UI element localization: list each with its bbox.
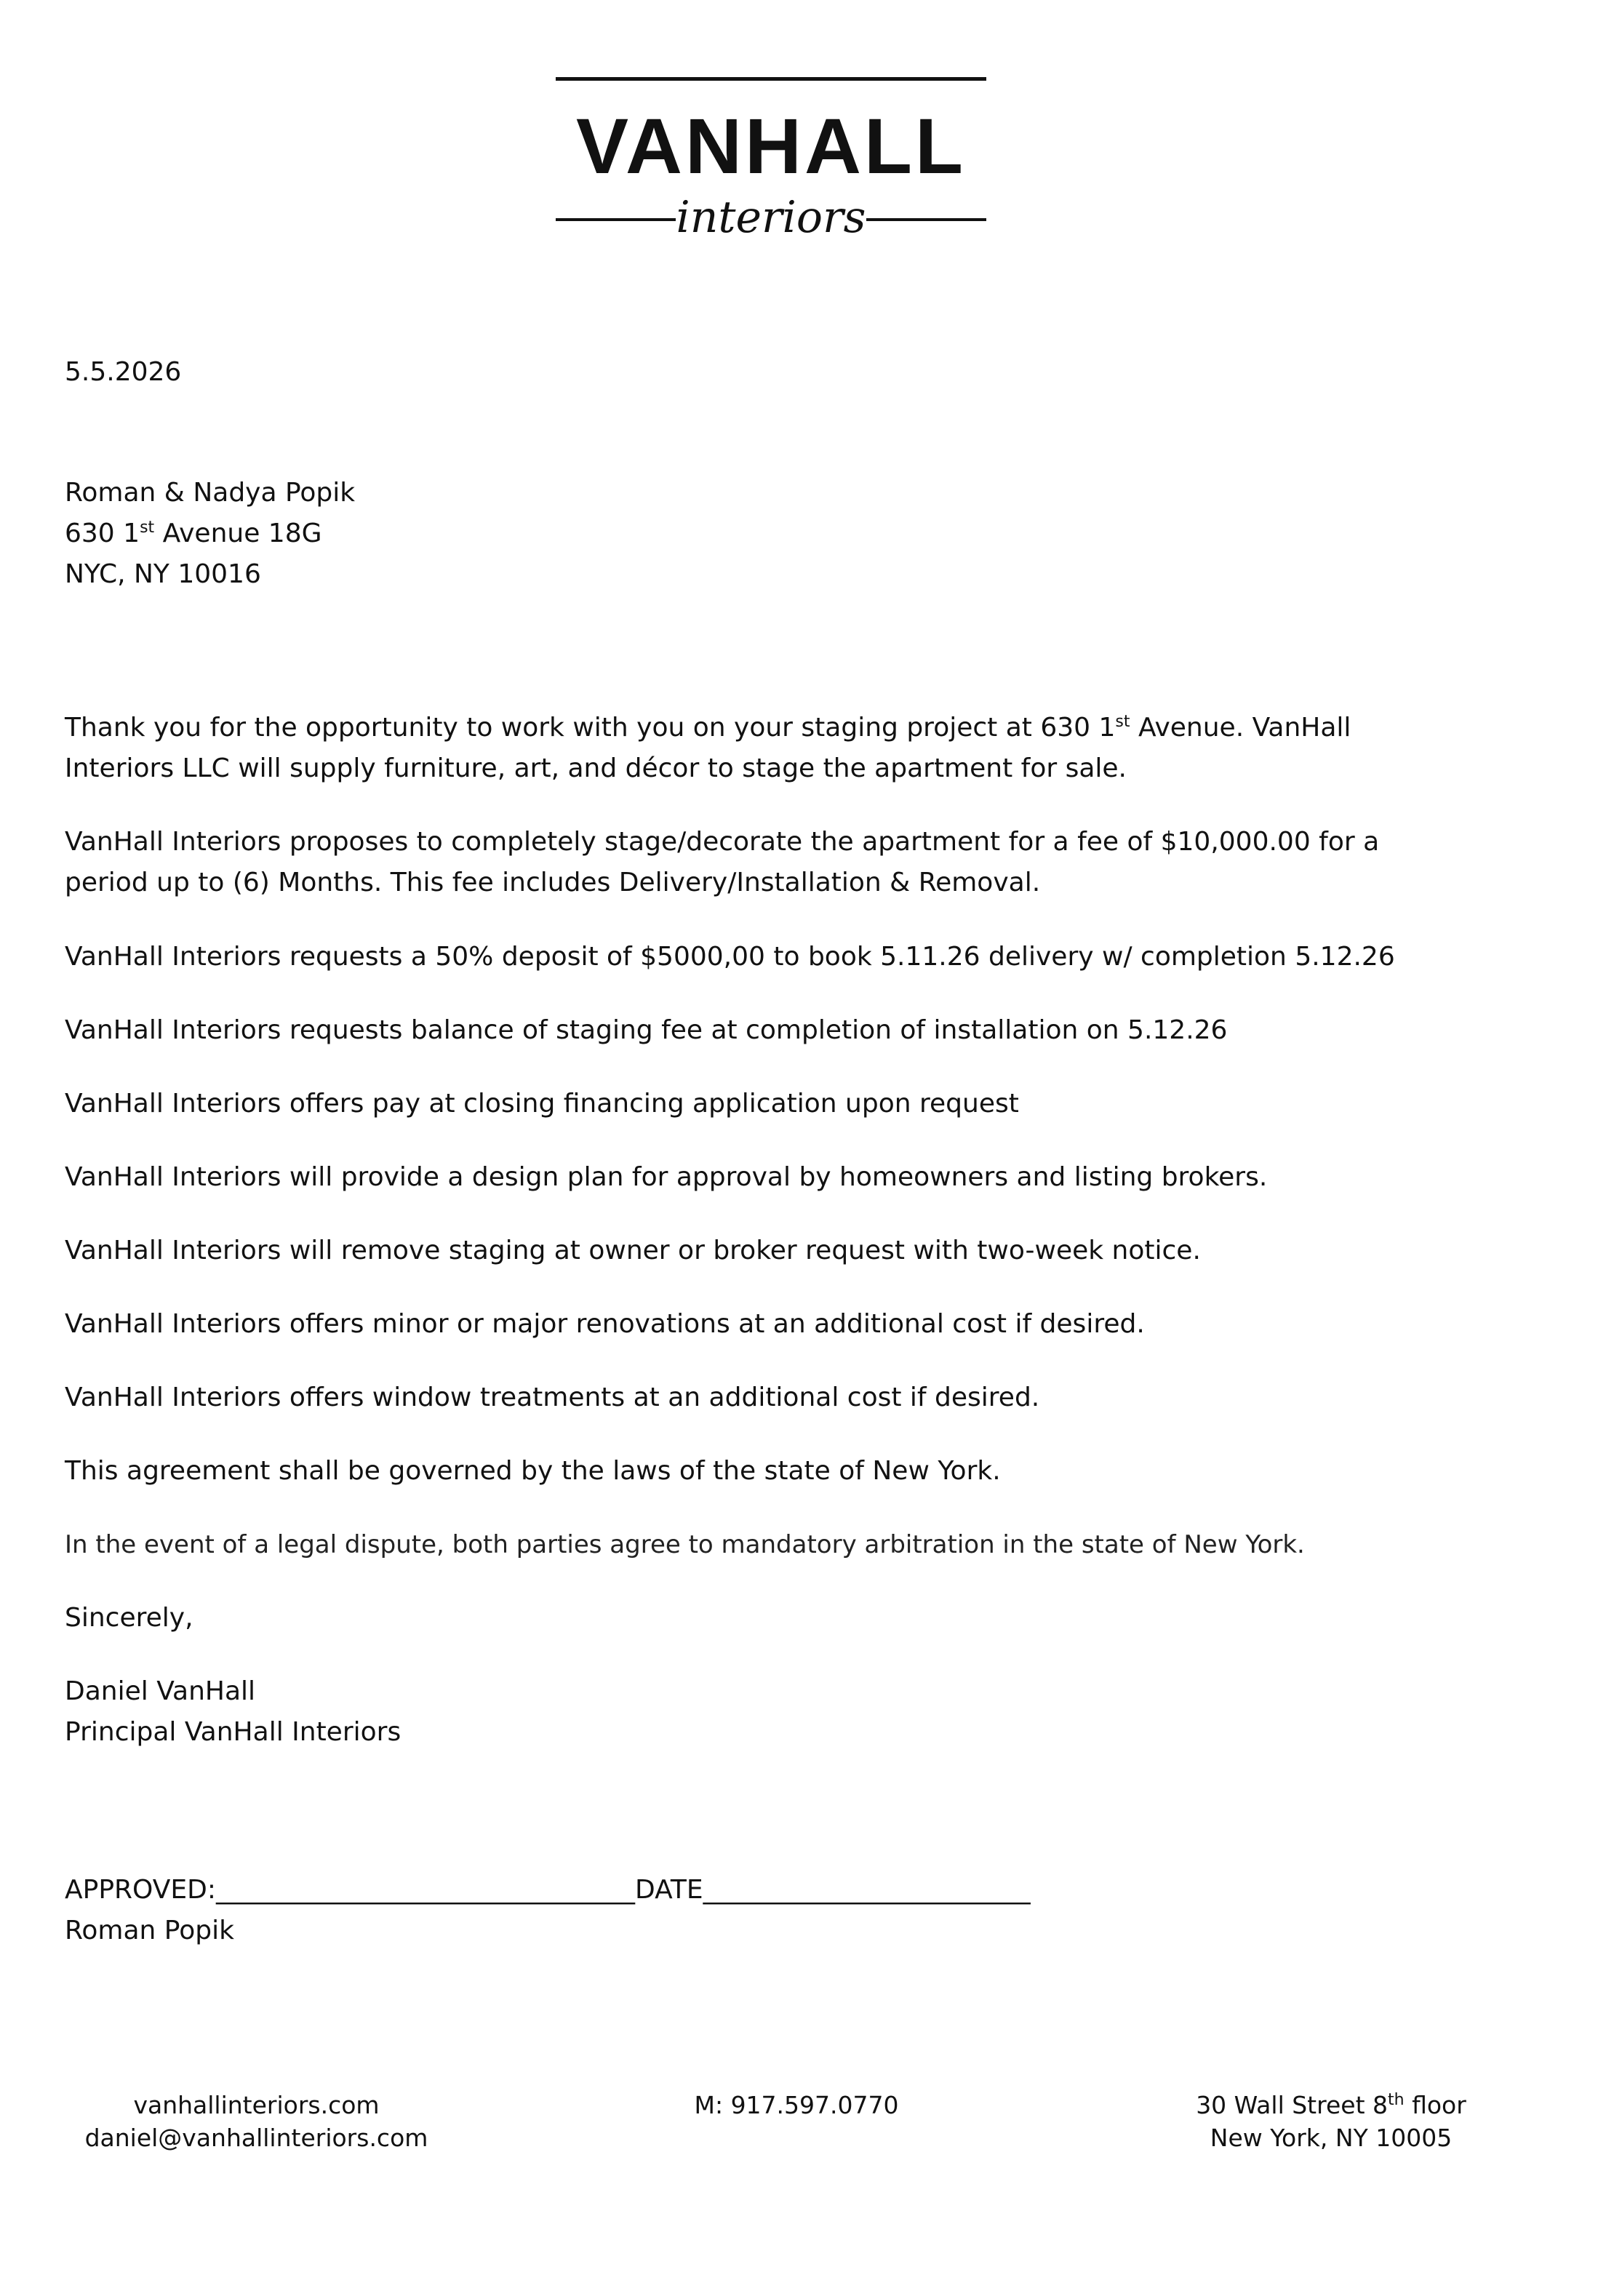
- signer-title: Principal VanHall Interiors: [65, 1717, 402, 1747]
- logo-brand-text: VANHALL: [576, 102, 966, 190]
- governing-law-paragraph: This agreement shall be governed by the laws of the state of New York.: [65, 1456, 1001, 1486]
- company-logo: [556, 77, 986, 243]
- logo-left-rule: [556, 218, 676, 221]
- approved-field: APPROVED:________________________________: [65, 1875, 635, 1905]
- window-treatments-paragraph: VanHall Interiors offers window treatments at an additional cost if desired.: [65, 1383, 1040, 1412]
- design-plan-paragraph: VanHall Interiors will provide a design plan for approval by homeowners and listing brokers.: [65, 1162, 1268, 1192]
- date-field: DATE_________________________: [634, 1875, 1031, 1905]
- logo-right-rule: [866, 218, 986, 221]
- recipient-name: Roman & Nadya Popik: [65, 478, 356, 508]
- letter-date: 5.5.2026: [65, 357, 182, 387]
- signer-name: Daniel VanHall: [65, 1676, 256, 1706]
- footer-email[interactable]: daniel@vanhallinteriors.com: [84, 2124, 428, 2152]
- footer-city: New York, NY 10005: [1210, 2124, 1453, 2152]
- logo-top-rule: [556, 77, 986, 81]
- recipient-street: 630 1st Avenue 18G: [65, 519, 322, 548]
- footer-website[interactable]: vanhallinteriors.com: [133, 2091, 380, 2119]
- approver-name: Roman Popik: [65, 1916, 234, 1945]
- footer-phone: M: 917.597.0770: [694, 2091, 899, 2119]
- logo-subtitle-row: [556, 192, 986, 243]
- signature-block: [65, 1671, 1505, 1753]
- closing: Sincerely,: [65, 1603, 193, 1633]
- intro-paragraph: Thank you for the opportunity to work with you on your staging project at 630 1st Avenue. VanHall Interiors LLC will supply furniture, art, and décor to stage the apartment for sale.: [65, 713, 1351, 783]
- deposit-paragraph: VanHall Interiors requests a 50% deposit of $5000,00 to book 5.11.26 delivery w/ completion 5.12.26: [65, 942, 1395, 972]
- renovations-paragraph: VanHall Interiors offers minor or major renovations at an additional cost if desired.: [65, 1309, 1145, 1339]
- approval-line: [65, 1870, 1031, 1911]
- arbitration-paragraph: In the event of a legal dispute, both parties agree to mandatory arbitration in the state of New York.: [65, 1530, 1305, 1559]
- fee-paragraph: VanHall Interiors proposes to completely stage/decorate the apartment for a fee of $10,000.00 for a period up to (6) Months. This fee includes Delivery/Installation & Removal.: [65, 827, 1380, 897]
- logo-subtitle: interiors: [676, 192, 866, 243]
- footer-address: 30 Wall Street 8th floor New York, NY 10005: [1164, 2089, 1498, 2154]
- removal-paragraph: VanHall Interiors will remove staging at owner or broker request with two-week notice.: [65, 1236, 1201, 1265]
- footer-contact: [65, 2089, 447, 2154]
- financing-paragraph: VanHall Interiors offers pay at closing financing application upon request: [65, 1089, 1019, 1119]
- balance-paragraph: VanHall Interiors requests balance of staging fee at completion of installation on 5.12.26: [65, 1015, 1228, 1045]
- recipient-city: NYC, NY 10016: [65, 559, 261, 589]
- approval-block: [65, 1870, 1031, 1951]
- footer-phone-block: [655, 2089, 938, 2121]
- recipient-address: [65, 473, 1505, 595]
